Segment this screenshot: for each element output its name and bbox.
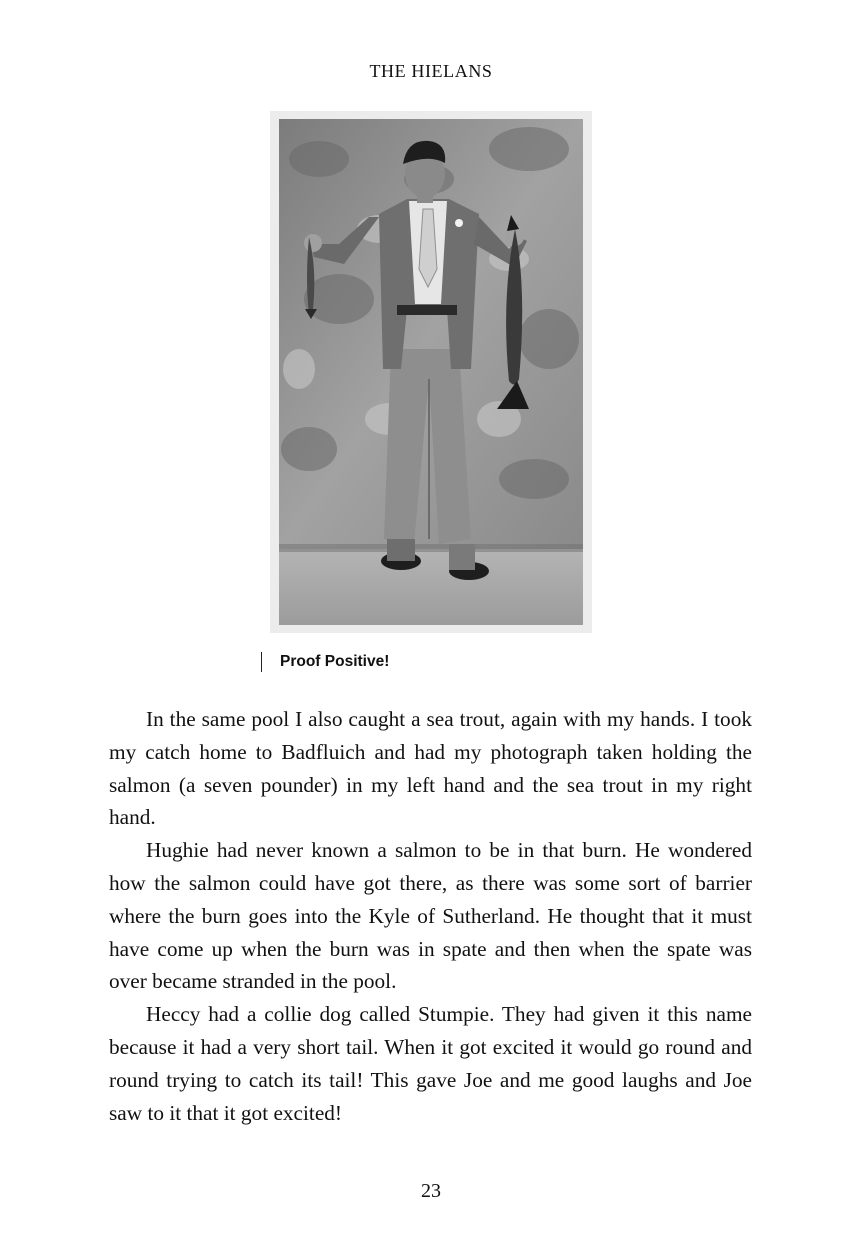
paragraph: In the same pool I also caught a sea trout, again with my hands. I took my catch home to Badfluich and had my photograph taken holding the salmon (a seven pounder) in my left hand and the sea trout in my right hand. — [109, 707, 752, 830]
page-number: 23 — [421, 1180, 441, 1202]
paragraph: Hughie had never known a salmon to be in that burn. He wondered how the salmon could have got there, as there was some sort of barrier where the burn goes into the Kyle of Sutherland. He thought that it must have come up when the burn was in spate and then when the spate was over became stranded in the pool. — [109, 838, 752, 994]
photograph — [279, 119, 583, 625]
paragraph: Heccy had a collie dog called Stumpie. They had given it this name because it had a very short tail. When it got excited it would go round and round trying to catch its tail! This gave Joe and me good laughs and Joe saw to it that it got excited! — [109, 1002, 752, 1125]
body-text — [109, 703, 752, 1129]
photo-frame — [270, 111, 592, 633]
figure-caption: Proof Positive! — [261, 652, 389, 672]
running-head: THE HIELANS — [369, 61, 493, 81]
